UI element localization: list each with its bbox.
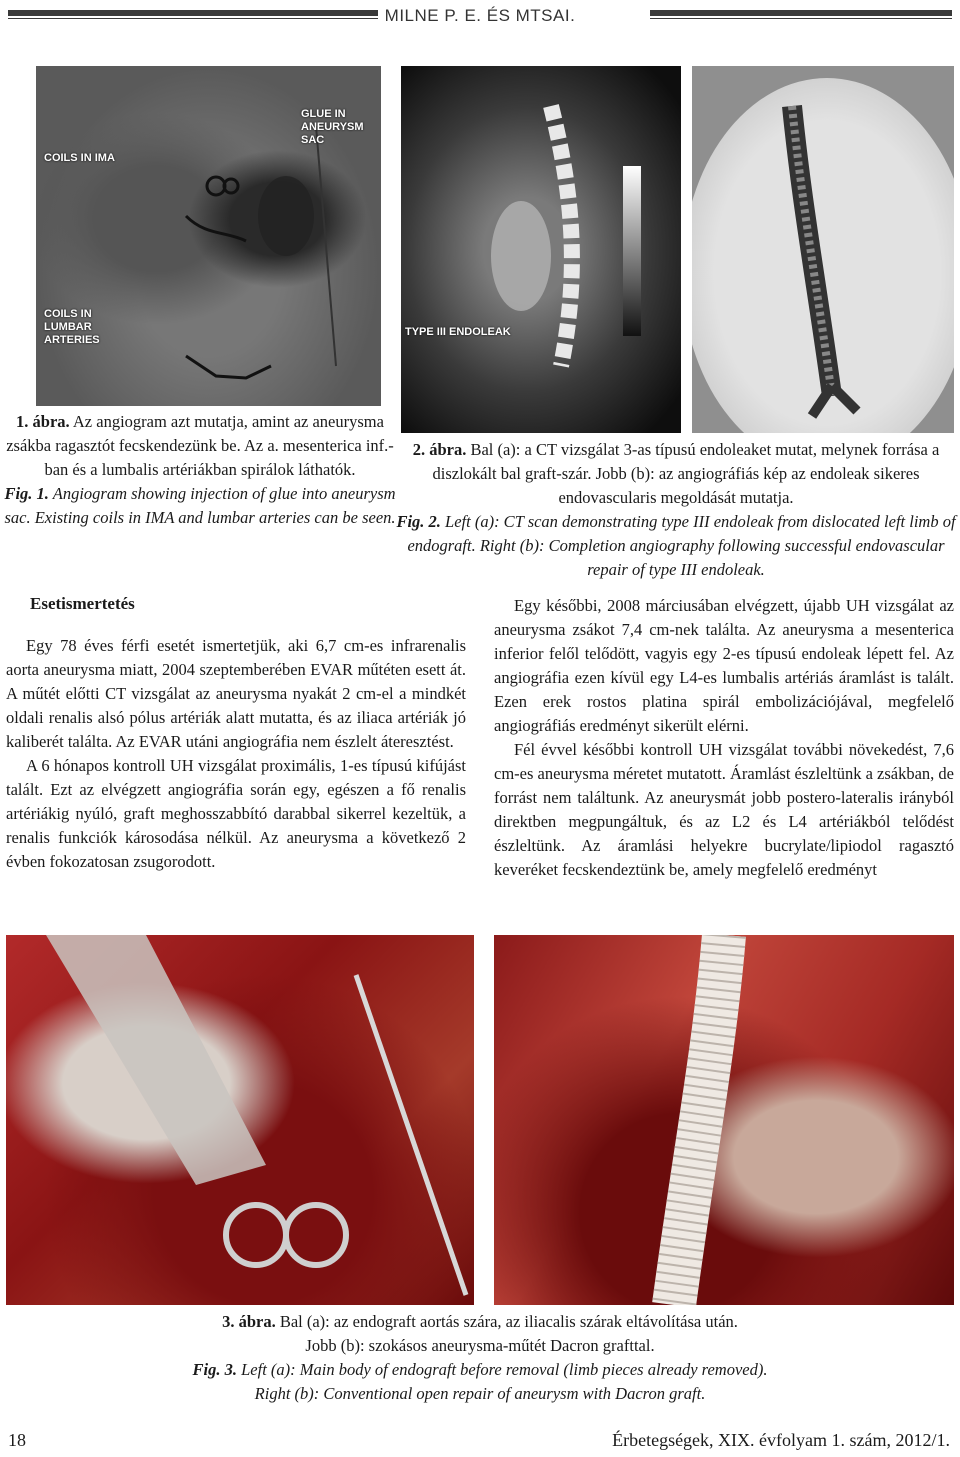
figure-1-label-coils-lumbar: COILS IN LUMBAR ARTERIES [44,308,100,346]
body-column-left [6,634,466,874]
figure-2a-label-endoleak: TYPE III ENDOLEAK [405,326,511,338]
figure-1-caption [4,410,396,530]
journal-footer: Érbetegségek, XIX. évfolyam 1. szám, 2012/1. [612,1430,950,1450]
figure-2-caption-hu: 2. ábra. Bal (a): a CT vizsgálat 3-as típusú endoleaket mutat, melynek forrása a diszlokált bal graft-szár. Jobb (b): az angiográfiás kép az endoleak sikeres endovascularis megoldását mutatja. [412,440,940,507]
body-paragraph: Egy 78 éves férfi esetét ismertetjük, aki 6,7 cm-es infrarenalis aorta aneurysma miatt, 2004 szeptemberében EVAR műtéten esett át. A műtét előtti CT vizsgálat az aneurysma nyakát 2 cm-el a mindkét oldali renalis alsó pólus artériák alatt mutatta, és az iliaca artériák jó kaliberét találta. Az EVAR utáni angiográfia nem észlelt áteresztést. [6,636,466,751]
figure-2-caption-en: Fig. 2. Left (a): CT scan demonstrating type III endoleak from dislocated left limb of endograft. Right (b): Completion angiography following successful endovascular repair of type III endoleak. [396,512,956,579]
figure-1-label-coils-ima: COILS IN IMA [44,152,115,164]
figure-2b-aorta-drawing [692,66,954,433]
figure-3-caption-en-1: Fig. 3. Left (a): Main body of endograft before removal (limb pieces already removed). [192,1360,768,1379]
figure-1-label-glue: GLUE IN ANEURYSM SAC [301,108,364,146]
running-header: MILNE P. E. ÉS MTSAI. [384,6,576,25]
figure-1-caption-en: Fig. 1. Angiogram showing injection of glue into aneurysm sac. Existing coils in IMA and lumbar arteries can be seen. [4,484,396,527]
body-paragraph: Egy későbbi, 2008 márciusában elvégzett, újabb UH vizsgálat az aneurysma zsákot 7,4 cm-nek találta. Az aneurysma a mesenterica inferior felől telődött, vagyis egy 2-es típusú endoleak lépett fel. Az angiográfia ezen kívül egy L4-es lumbalis artériás áramlást is talált. Ezen erek rostos platina spirál embolizációjával, megfelelő angiográfiás eredményt sikerült elérni. [494,596,954,735]
figure-2-caption [396,438,956,582]
figure-2a-ct-scan [401,66,681,433]
figure-3-caption-hu-1: 3. ábra. Bal (a): az endograft aortás szára, az iliacalis szárak eltávolítása után. [222,1312,738,1331]
figure-1-angiogram [36,66,381,406]
figure-3a-instruments-drawing [6,935,474,1305]
figure-2a-overlay [405,68,410,78]
figure-1-caption-hu: 1. ábra. Az angiogram azt mutatja, amint az aneurysma zsákba ragasztót fecskendezünk be. Az a. mesenterica inf.-ban és a lumbalis artériákban spirálok láthatók. [6,412,394,479]
body-paragraph: A 6 hónapos kontroll UH vizsgálat proximális, 1-es típusú kifújást talált. Ezt az elvégzett angiográfia során egy, egészen a fő renalis artériákig nyúló, graft meghosszabbító darabbal sikerrel kezeltük, a renalis funkciók károsodása nélkül. Az aneurysma a következő 2 évben fokozatosan zsugorodott. [6,756,466,871]
figure-2a-spine-drawing [401,66,681,433]
figure-2b-angiography [692,66,954,433]
section-heading: Esetismertetés [30,594,135,613]
figure-3b-graft-drawing [494,935,954,1305]
figure-3-caption-hu-2: Jobb (b): szokásos aneurysma-műtét Dacron grafttal. [305,1336,655,1355]
figure-3-caption [0,1310,960,1406]
body-paragraph: Fél évvel későbbi kontroll UH vizsgálat további növekedést, 7,6 cm-es aneurysma méretet mutatott. Áramlást észleltünk a zsákban, de forrást nem találtunk. Az aneurysmát jobb postero-lateralis irányból direktben megpungáltuk, és az L2 és L4 artériákból telődést észleltünk. Az áramlási helyekre bucrylate/lipiodol ragasztó keveréket fecskendeztünk be, amely megfelelő eredményt [494,740,954,879]
figure-3a-photo [6,935,474,1305]
body-column-right [494,594,954,882]
figure-3-caption-en-2: Right (b): Conventional open repair of aneurysm with Dacron graft. [254,1384,706,1403]
figure-3b-photo [494,935,954,1305]
page-number: 18 [8,1430,26,1450]
